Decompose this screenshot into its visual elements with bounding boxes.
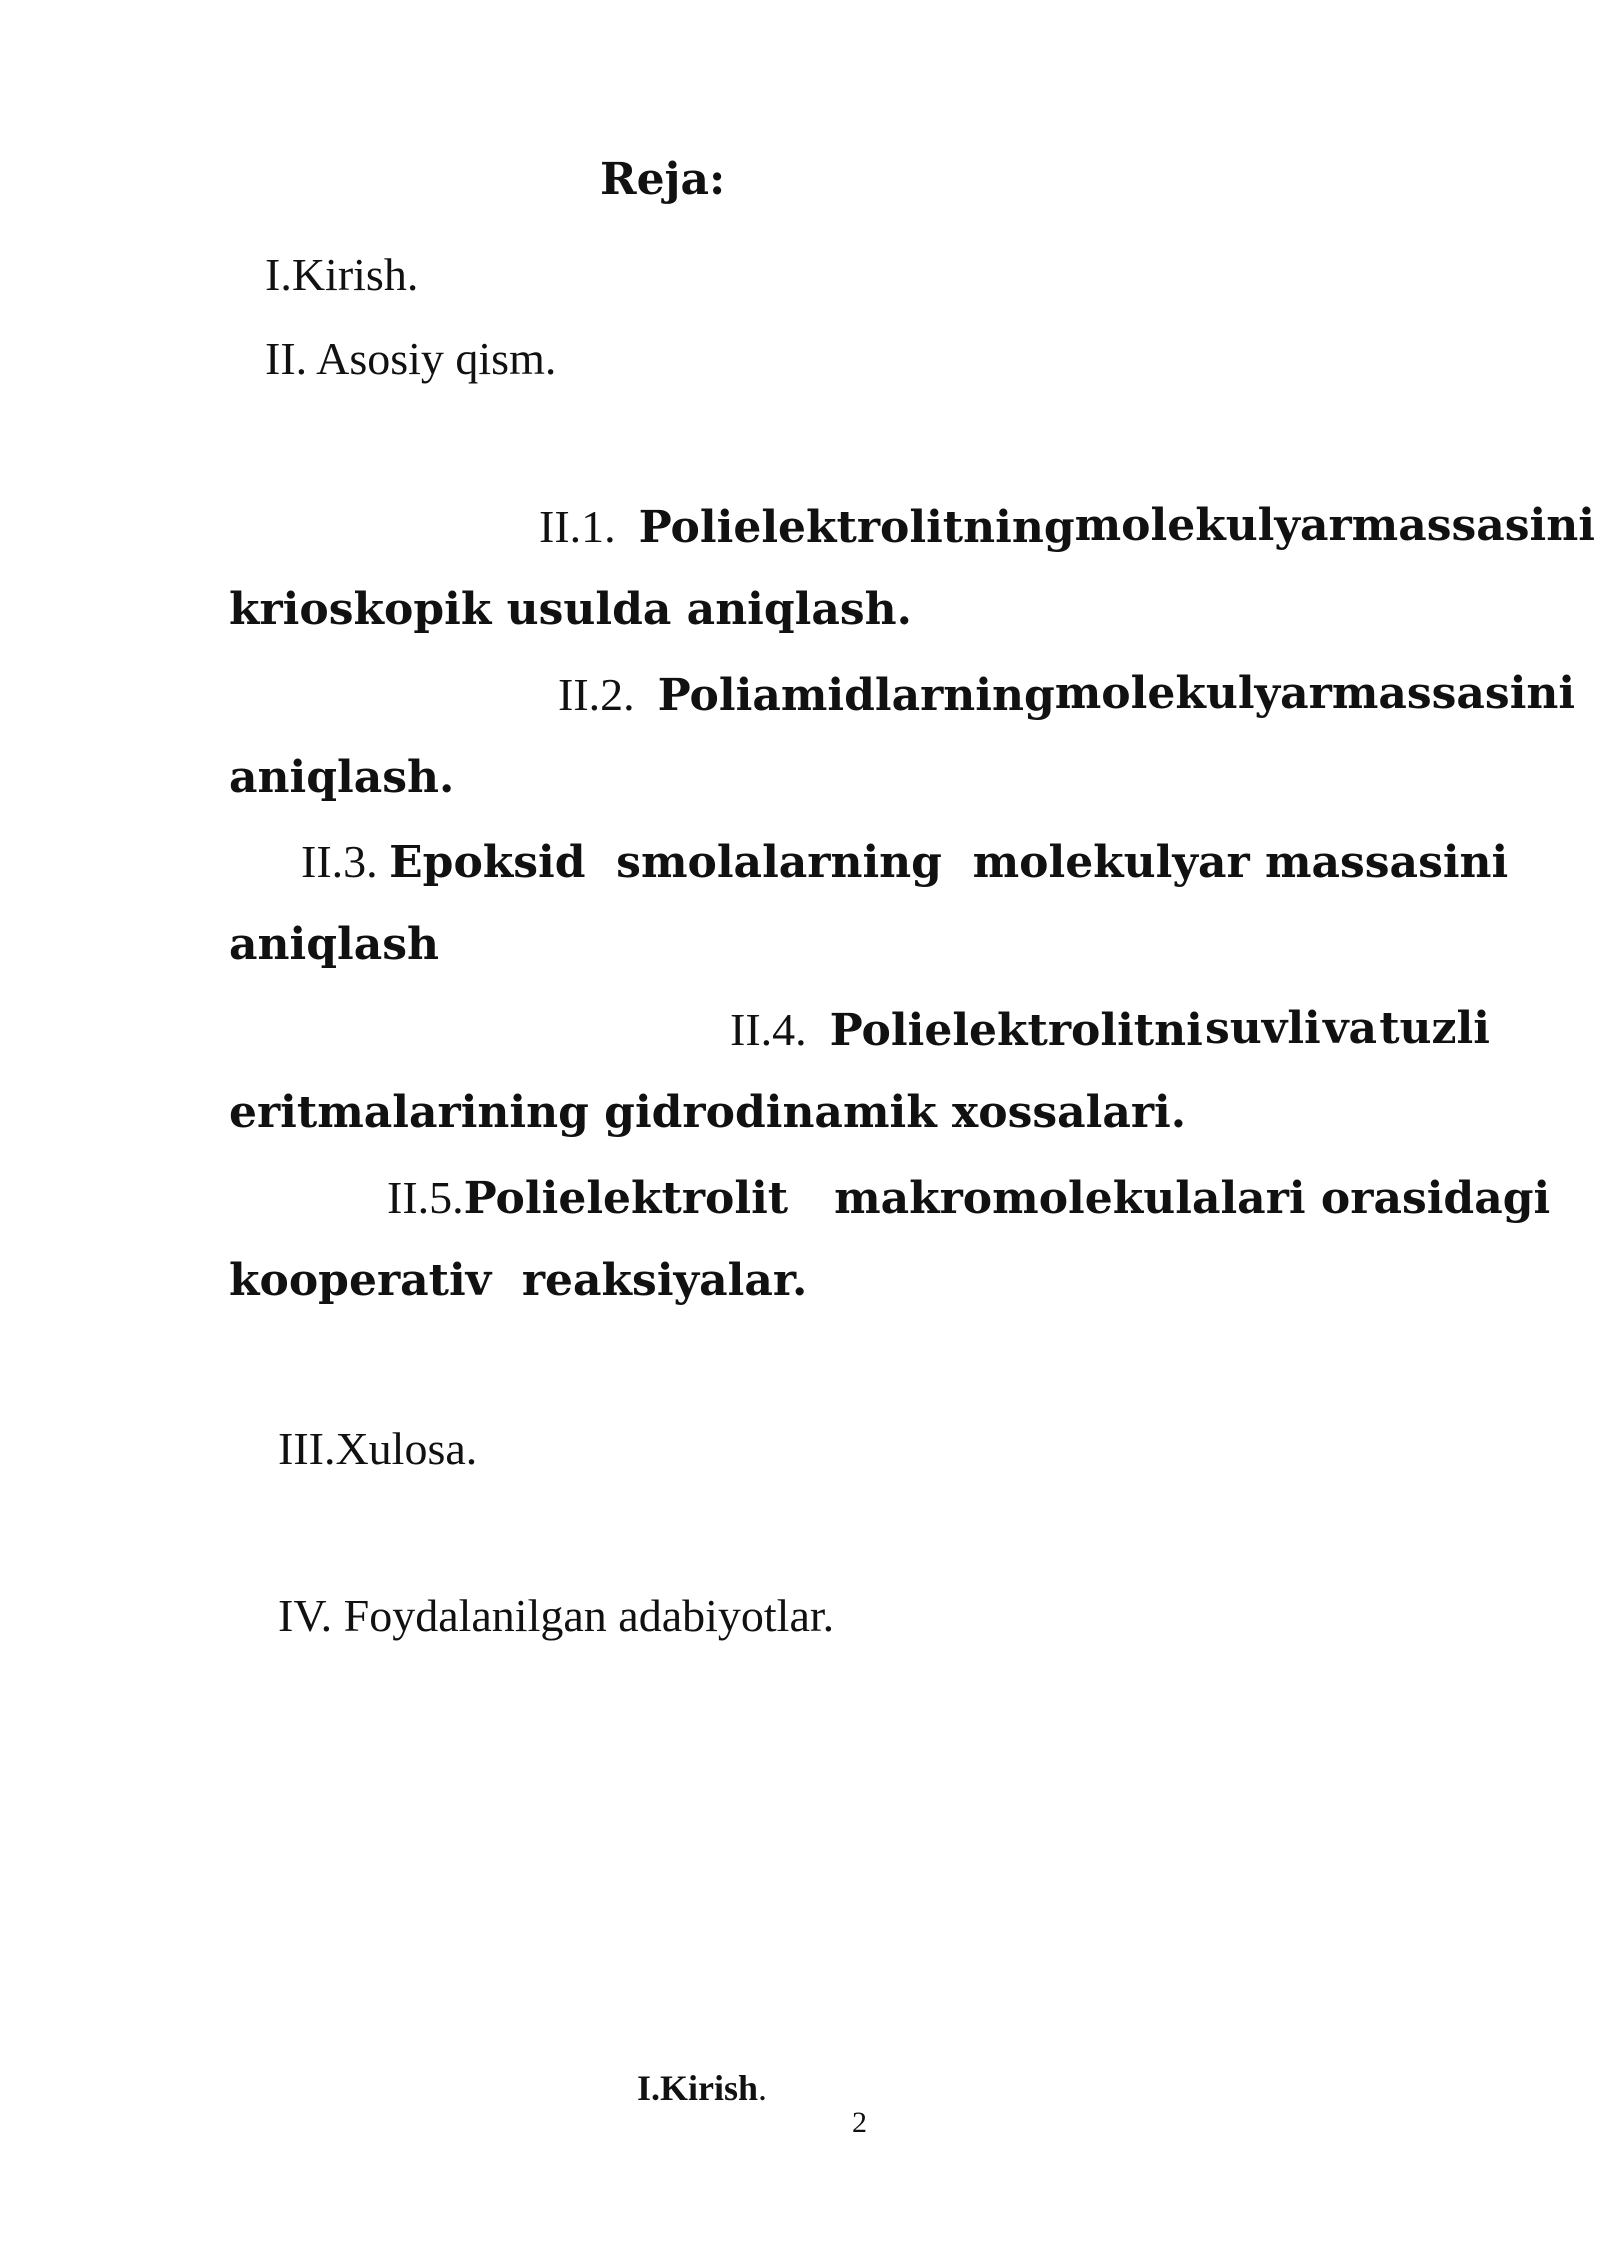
section-2-line-2: aniqlash. [229, 752, 455, 803]
section-1-number: II.1. [539, 501, 616, 552]
section-2-number-and-word [558, 669, 1055, 721]
section-4-word-2: suvli [1205, 1003, 1321, 1054]
section-3-title: Epoksid smolalarning molekulyar massasini [389, 837, 1509, 888]
section-5-line-1 [387, 1172, 1551, 1224]
section-4-word-1: Polielektrolitni [829, 1005, 1203, 1056]
section-1-number-and-word [539, 501, 1075, 553]
section-3-line-2: aniqlash [229, 919, 439, 970]
section-4-line-1 [730, 1003, 1490, 1056]
section-3-line-1 [301, 836, 1509, 888]
section-3-number: II.3. [301, 836, 378, 887]
section-5-number: II.5. [387, 1172, 464, 1223]
section-2-number: II.2. [558, 669, 635, 720]
section-1-word-1: Polielektrolitning [638, 502, 1075, 553]
section-2-word-1: Poliamidlarning [657, 670, 1055, 721]
section-5-title: Polielektrolit makromolekulalari orasidagi [463, 1173, 1551, 1224]
section-1-line-1 [539, 500, 1595, 553]
section-4-line-2: eritmalarining gidrodinamik xossalari. [229, 1087, 1187, 1138]
section-2-word-2: molekulyar [1054, 668, 1332, 719]
section-4-word-4: tuzli [1379, 1003, 1490, 1054]
section-1-line-2: krioskopik usulda aniqlash. [229, 584, 912, 635]
section-5-line-2: kooperativ reaksiyalar. [229, 1255, 808, 1306]
section-4-word-3: va [1322, 1003, 1378, 1054]
next-section-heading-dot: . [758, 2068, 768, 2108]
page-number: 2 [852, 2106, 867, 2139]
plan-title: Reja: [600, 154, 726, 205]
section-1-word-3: massasini [1351, 500, 1595, 551]
plan-item-xulosa: III.Xulosa. [278, 1423, 478, 1474]
plan-item-adabiyotlar: IV. Foydalanilgan adabiyotlar. [278, 1590, 835, 1641]
section-4-number-and-word [730, 1004, 1203, 1056]
section-1-word-2: molekulyar [1074, 500, 1352, 551]
section-2-line-1 [558, 668, 1576, 721]
plan-item-asosiy: II. Asosiy qism. [265, 333, 557, 384]
section-2-word-3: massasini [1331, 668, 1576, 719]
next-section-heading [637, 2062, 767, 2108]
next-section-heading-text: I.Kirish [637, 2068, 759, 2108]
section-4-number: II.4. [730, 1004, 807, 1055]
plan-item-kirish: I.Kirish. [265, 249, 419, 300]
